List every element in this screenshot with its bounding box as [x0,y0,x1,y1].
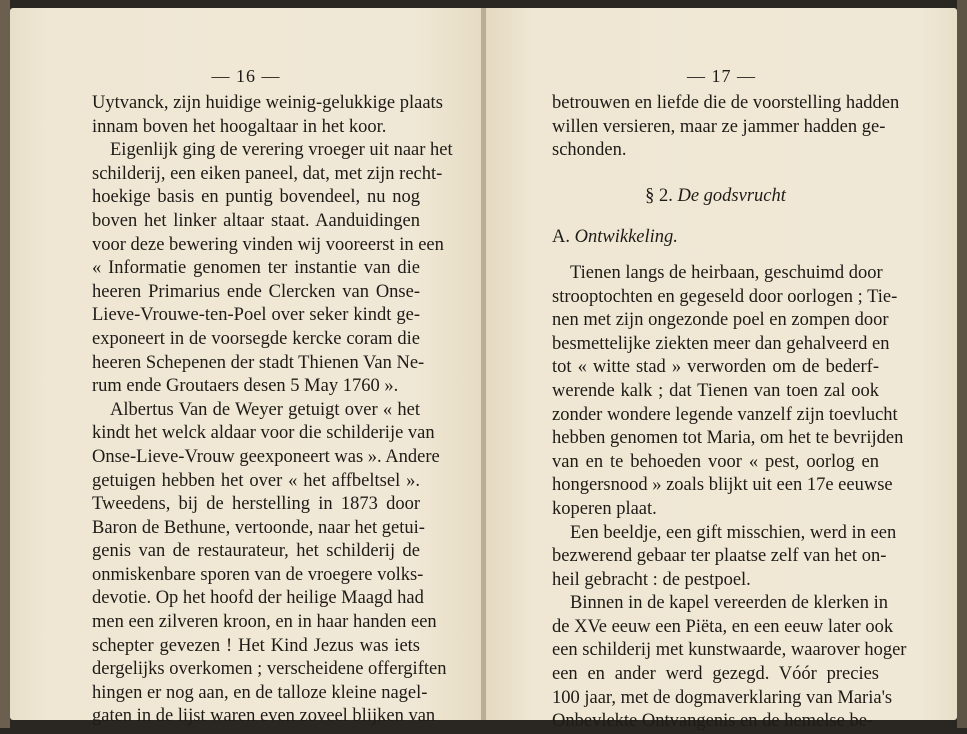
text-line: strooptochten en gegeseld door oorlogen ; Tie- [552,286,898,307]
text-line: rum ende Groutaers desen 5 May 1760 ». [92,376,399,397]
text-line: heeren Schepenen der stadt Thienen Van Ne- [92,352,425,373]
right-page-body [552,92,907,734]
text-line: Binnen in de kapel vereerden de klerken in [570,593,888,614]
text-line: heil gebracht : de pestpoel. [552,569,751,590]
text-line: bezwerend gebaar ter plaatse zelf van het on- [552,546,887,567]
text-line: Tienen langs de heirbaan, geschuimd door [570,262,883,283]
text-line: Albertus Van de Weyer getuigt over « het [110,399,420,420]
text-line: besmettelijke ziekten meer dan gehalveerd en [552,333,890,354]
text-line: devotie. Op het hoofd der heilige Maagd had [92,588,424,609]
text-line: Tweedens, bij de herstelling in 1873 door [92,494,420,515]
text-line: getuigen hebben het over « het affbeltsel ». [92,470,420,491]
text-line: willen versieren, maar ze jammer hadden ge- [552,116,886,137]
text-line: hongersnood » zoals blijkt uit een 17e eeuwse [552,475,893,496]
right-page [486,8,957,732]
subsection-heading [552,226,879,250]
right-book-edge [957,0,967,728]
text-line: nen met zijn ongezonde poel en zompen door [552,310,889,331]
subsection-title: Ontwikkeling. [574,227,678,248]
text-line: gaten in de lijst waren even zoveel blijken van [92,706,436,727]
text-line: Een beeldje, een gift misschien, werd in een [570,522,897,543]
text-line: boven het linker altaar staat. Aanduidingen [92,210,420,231]
subsection-letter: A. [552,227,570,248]
text-line: Baron de Bethune, vertoonde, naar het getui- [92,517,425,538]
text-line: voor deze bewering vinden wij vooreerst in een [92,234,444,255]
text-line: 100 jaar, met de dogmaverklaring van Maria's [552,687,893,708]
text-line: exponeert in de voorsegde kercke coram die [92,328,420,349]
left-book-edge [0,0,10,728]
text-line: zonder wondere legende vanzelf zijn toevlucht [552,404,898,425]
text-line: werende kalk ; dat Tienen van toen zal ook [552,380,879,401]
text-line: hoekige basis en puntig bovendeel, nu nog [92,187,420,208]
text-line: een en ander werd gezegd. Vóór precies [552,664,879,685]
text-line: Lieve-Vrouwe-ten-Poel over seker kindt ge- [92,305,420,326]
text-line: heeren Primarius ende Clercken van Onse- [92,281,420,302]
text-line: hingen er nog aan, en de talloze kleine nagel- [92,682,428,703]
text-line: tot « witte stad » verworden om de bederf- [552,357,879,378]
right-page-number: — 17 — [687,66,756,86]
text-line: dergelijks overkomen ; verscheidene offergiften [92,659,447,680]
text-line: van en te behoeden voor « pest, oorlog en [552,451,879,472]
text-line: Onse-Lieve-Vrouw geexponeert was ». Andere [92,446,440,467]
paragraph [92,139,453,399]
text-line: Onbevlekte Ontvangenis en de hemelse be- [552,711,874,732]
text-line: « Informatie genomen ter instantie van die [92,258,420,279]
section-number: § 2. [645,185,673,206]
paragraph [552,262,904,522]
opening-paragraph [552,92,900,163]
text-line: schilderij, een eiken paneel, dat, met zijn recht- [92,163,443,184]
paragraph [552,92,900,163]
text-line: genis van de restaurateur, het schilderij de [92,541,420,562]
paragraph [92,92,443,139]
text-line: Uytvanck, zijn huidige weinig-gelukkige plaats [92,93,443,113]
paragraph [552,592,907,734]
text-line: schepter gevezen ! Het Kind Jezus was iets [92,635,420,656]
paragraph [552,522,897,593]
text-line: een schilderij met kunstwaarde, waarover hoger [552,640,907,661]
text-line: onmiskenbare sporen van de vroegere volks- [92,564,424,585]
right-paragraphs [552,262,907,734]
text-line: de XVe eeuw een Piëta, en een eeuw later ook [552,616,894,637]
section-heading [552,185,879,209]
section-title: De godsvrucht [677,185,786,206]
text-line: Eigenlijk ging de verering vroeger uit naar het [110,140,453,161]
text-line: schonden. [552,140,627,161]
paragraph [92,399,447,729]
left-page-body [92,92,453,729]
text-line: men een zilveren kroon, en in haar handen een [92,612,437,633]
left-page-number: — 16 — [211,66,281,86]
text-line: koperen plaat. [552,498,657,519]
text-line: kindt het welck aldaar voor die schilderije van [92,423,435,444]
text-line: hebben genomen tot Maria, om het te bevrijden [552,428,904,449]
text-line: innam boven het hoogaltaar in het koor. [92,116,387,137]
text-line: betrouwen en liefde die de voorstelling hadden [552,93,900,113]
left-page [10,8,482,727]
